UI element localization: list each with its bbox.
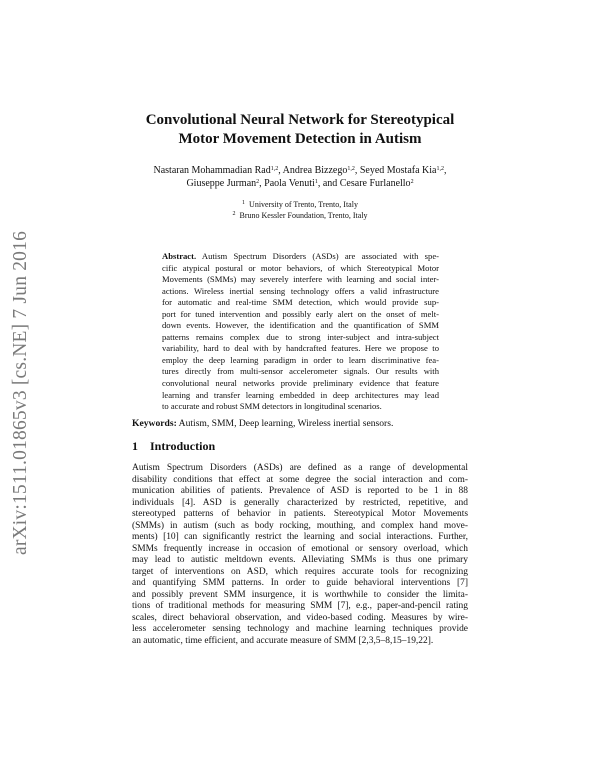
keywords-label: Keywords: xyxy=(132,418,177,429)
author-name: Giuseppe Jurman xyxy=(186,178,257,189)
author-name: , Andrea Bizzego xyxy=(278,165,348,176)
abstract-line: to accurate and robust SMM detectors in longitudinal scenarios. xyxy=(162,401,382,412)
body-line: and possibly prevent SMM insurgence, it is worthwhile to consider the limita- xyxy=(132,589,468,600)
affiliation-text: Bruno Kessler Foundation, Trento, Italy xyxy=(239,211,368,220)
arxiv-identifier-stamp: arXiv:1511.01865v3 [cs.NE] 7 Jun 2016 xyxy=(10,230,31,556)
body-line: stereotyped patterns of behavior in patients. Stereotypical Motor Movements xyxy=(132,509,468,519)
body-line: individuals [4]. ASD is generally characterized by restricted, repetitive, and xyxy=(132,497,468,508)
body-line: munication abilities of patients. Prevalence of ASD is reported to be 1 in 88 xyxy=(132,486,468,496)
abstract-line: for automatic and real-time SMM detection, which would provide sup- xyxy=(162,297,439,308)
body-line: target of interventions on ASD, which requires accurate tools for recognizing xyxy=(132,566,468,577)
author-affiliation-mark: 1,2 xyxy=(270,166,279,172)
abstract-line: employ the deep learning paradigm in order to learn discriminative fea- xyxy=(162,354,439,365)
body-line: less accelerometer sensing technology and machine learning techniques provide xyxy=(132,624,468,634)
abstract-line: cific atypical postural or motor behaviors, of which Stereotypical Motor xyxy=(162,262,439,273)
author-name: , and Cesare Furlanello xyxy=(317,178,411,189)
author-name: , Seyed Mostafa Kia xyxy=(354,165,437,176)
body-line: tions of traditional methods for measuring SMM [7], e.g., paper-and-pencil rating xyxy=(132,601,468,611)
abstract-line: variability, hard to deal with by handcrafted features. Here we propose to xyxy=(162,343,439,354)
title-line: Motor Movement Detection in Autism xyxy=(178,131,422,147)
abstract-line: Movements (SMMs) may severely interfere with learning and social inter- xyxy=(162,274,439,285)
section-heading xyxy=(132,438,215,454)
abstract-line: convolutional neural networks provide preliminary evidence that feature xyxy=(162,378,439,389)
title-line: Convolutional Neural Network for Stereotypical xyxy=(145,112,455,128)
author-list xyxy=(120,164,480,190)
body-line: Autism Spectrum Disorders (ASDs) are defined as a range of developmental xyxy=(132,463,468,473)
section-title: Introduction xyxy=(150,439,216,453)
abstract-line: actions. Wireless inertial sensing technology offers a valid infrastructure xyxy=(162,285,439,296)
affiliation-item xyxy=(120,210,480,221)
author-affiliation-mark: 2 xyxy=(256,179,260,185)
affiliation-mark: 2 xyxy=(232,211,236,217)
body-line: scales, direct behavioral observation, and video-based coding. Measures by wire- xyxy=(132,612,468,623)
abstract-text: Autism Spectrum Disorders (ASDs) are associated with spe- xyxy=(196,251,439,261)
affiliation-text: University of Trento, Trento, Italy xyxy=(249,200,358,209)
keywords-line xyxy=(132,418,468,430)
abstract-line xyxy=(162,251,439,263)
keywords-text: Autism, SMM, Deep learning, Wireless inertial sensors. xyxy=(176,418,394,429)
body-line: an automatic, time efficient, and accurate measure of SMM [2,3,5–8,15–19,22]. xyxy=(132,635,434,646)
abstract-line: port for tuned intervention and possibly early alert on the onset of melt- xyxy=(162,308,439,319)
author-line xyxy=(120,164,480,177)
author-line xyxy=(120,177,480,190)
author-name: Nastaran Mohammadian Rad xyxy=(153,165,271,176)
body-line: ments) [10] can significantly restrict the learning and social interactions. Further, xyxy=(132,532,468,542)
abstract-line: patterns remains complex due to strong inter-subject and intra-subject xyxy=(162,331,439,342)
author-name: , Paola Venuti xyxy=(259,178,315,189)
body-line: disability conditions that effect at some degree the social interaction and com- xyxy=(132,474,468,485)
section-number: 1 xyxy=(132,439,138,453)
body-line: may lead to autistic meltdown events. Alleviating SMMs is thus one primary xyxy=(132,555,468,565)
author-separator: , xyxy=(443,165,447,176)
affiliation-mark: 1 xyxy=(242,200,246,206)
body-line: (SMMs) in autism (such as body rocking, mouthing, and complex hand move- xyxy=(132,520,468,531)
paper-title xyxy=(120,111,480,149)
affiliation-list xyxy=(120,199,480,221)
abstract-label: Abstract. xyxy=(162,251,197,261)
affiliation-item xyxy=(120,199,480,210)
introduction-paragraph xyxy=(132,463,468,647)
author-affiliation-mark: 2 xyxy=(410,179,414,185)
body-line: and quantifying SMM patterns. In order to guide behavioral interventions [7] xyxy=(132,578,468,588)
abstract-line: tures directly from multi-sensor accelerometer signals. Our results with xyxy=(162,366,439,377)
author-affiliation-mark: 1,2 xyxy=(347,166,355,172)
abstract-line: down events. However, the identification and the quantification of SMM xyxy=(162,320,439,331)
abstract-block xyxy=(162,251,439,413)
body-line: SMMs frequently increase in occasion of emotional or sensory overload, which xyxy=(132,543,468,554)
author-affiliation-mark: 1 xyxy=(314,179,318,185)
abstract-line: learning and transfer learning embedded in deep architectures may lead xyxy=(162,389,439,400)
author-affiliation-mark: 1,2 xyxy=(436,166,444,172)
